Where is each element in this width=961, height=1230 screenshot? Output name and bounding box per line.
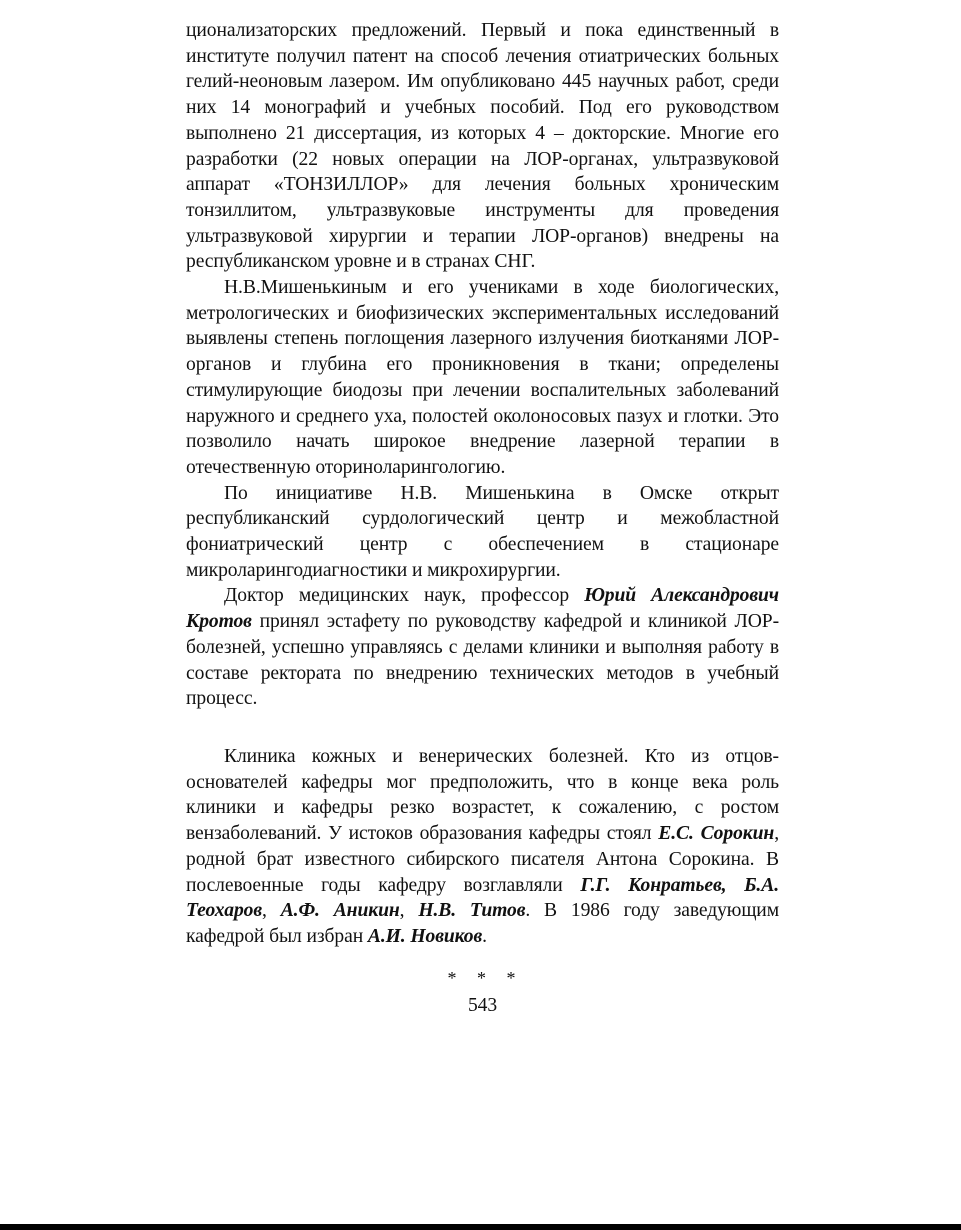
bottom-border [0,1224,961,1230]
derm-name-sorokin: Е.С. Сорокин [658,823,775,845]
derm-name-anikin: А.Ф. Аникин [280,900,400,922]
derm-text-5: . В 1986 году заведующим кафедрой был избран [186,900,779,947]
section-separator: * * * [447,967,524,988]
derm-text-6: . [482,925,487,947]
derm-text-4: , [399,900,419,922]
page-number: 543 [467,994,498,1016]
paragraph-surdology-center: По инициативе Н.В. Мишенькина в Омске открыт республиканский сурдологический центр и межобластной фониатрический центр с обеспечением в стационаре микроларингодиагностики и микрохирургии. [186,482,779,581]
derm-name-titov: Н.В. Титов [418,900,526,922]
derm-name-novikov: А.И. Новиков [367,925,483,947]
derm-text-2: , родной брат известного сибирского писателя Антона Сорокина. В послевоенные годы кафедру возглавляли [186,823,779,896]
krotov-lead-text: Доктор медицинских наук, профессор [224,585,585,607]
paragraph-krotov [186,583,779,712]
paragraph-laser-research: Н.В.Мишенькиным и его учениками в ходе биологических, метрологических и биофизических экспериментальных исследований выявлены степень поглощения лазерного излучения биотканями ЛОР-органов и глубина его проникновения в ткани; определены стимулирующие биодозы при лечении воспалительных заболеваний наружного и среднего уха, полостей околоносовых пазух и глотки. Это позволило начать широкое внедрение лазерной терапии в отечественную оториноларингологию. [186,277,779,478]
derm-text-1: Клиника кожных и венерических болезней. Кто из отцов-основателей кафедры мог предположить, что в конце века роль клиники и кафедры резко возрастет, к сожалению, с ростом вензаболеваний. У истоков образования кафедры стоял [186,745,779,845]
document-page [186,18,779,1018]
paragraph-dermatology-clinic [186,744,779,950]
krotov-rest-text: принял эстафету по руководству кафедрой и клиникой ЛОР-болезней, успешно управляясь с делами клиники и выполняя работу в составе ректората по внедрению технических методов в учебный процесс. [186,611,779,710]
krotov-name: Юрий Александрович Кротов [186,585,779,633]
derm-name-konratyev-teokharov: Г.Г. Конратьев, Б.А. Теохаров [186,874,779,922]
paragraph-rationalization: ционализаторских предложений. Первый и пока единственный в институте получил патент на способ лечения отиатрических больных гелий-неоновым лазером. Им опубликовано 445 научных работ, среди них 14 монографий и учебных пособий. Под его руководством выполнено 21 диссертация, из которых 4 – докторские. Многие его разработки (22 новых операции на ЛОР-органах, ультразвуковой аппарат «ТОНЗИЛЛОР» для лечения больных хроническим тонзиллитом, ультразвуковые инструменты для проведения ультразвуковой хирургии и терапии ЛОР-органов) внедрены на республиканском уровне и в странах СНГ. [186,20,779,273]
derm-text-3: , [262,900,281,922]
